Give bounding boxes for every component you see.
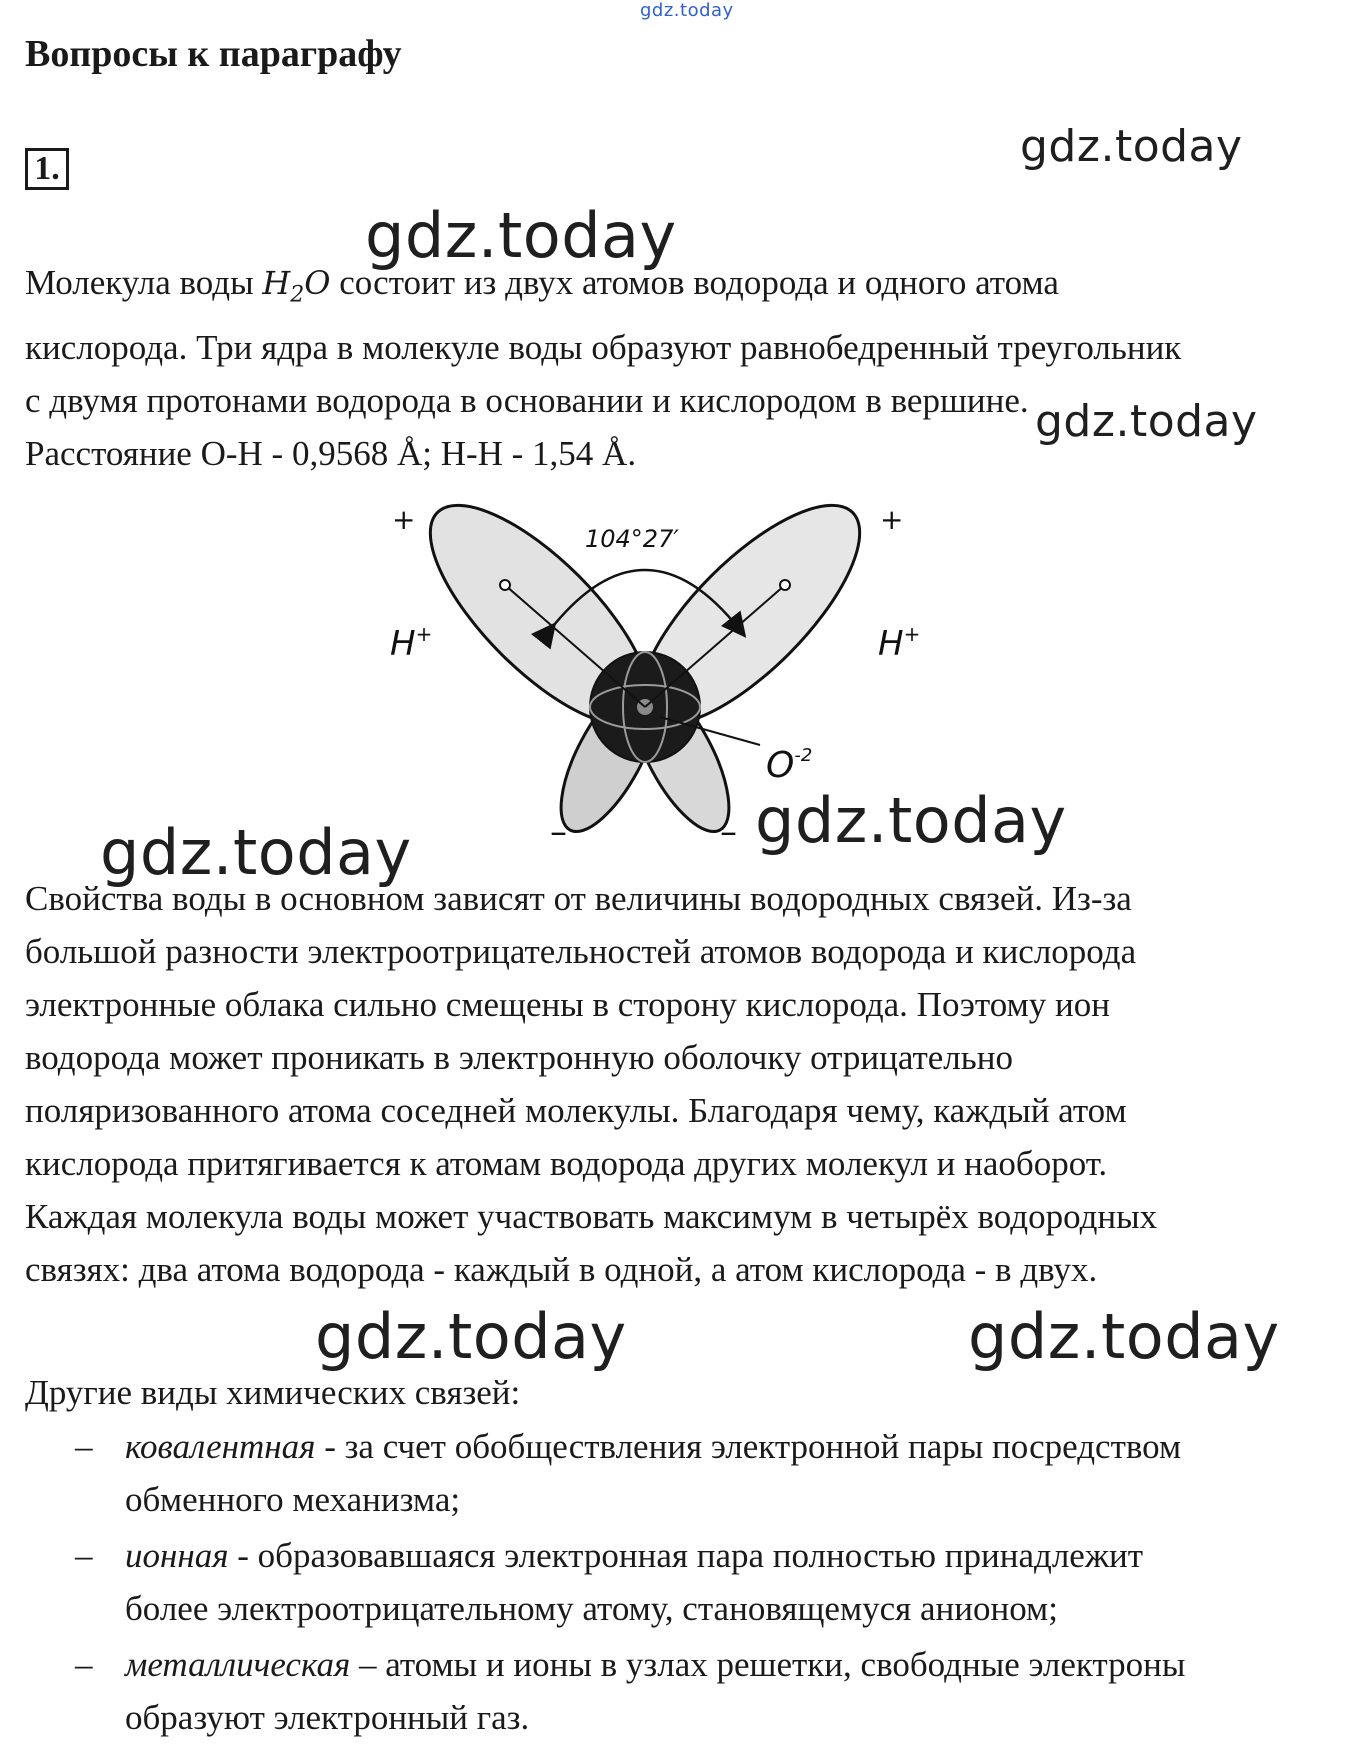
watermark: gdz.today [1020,121,1243,172]
hydrogen-symbol: H [390,624,416,664]
paragraph-bond-types-intro: Другие виды химических связей: [25,1373,521,1412]
bond-type-line: обменного механизма; [125,1480,461,1519]
oxygen-symbol: O [766,745,795,786]
paragraph-line [25,256,1335,321]
hydrogen-label-left [390,622,432,664]
paragraph-line: с двумя протонами водорода в основании и кислородом в вершине. [25,381,1029,421]
hydrogen-charge: + [903,622,921,646]
hydrogen-charge: + [415,622,433,646]
charge-minus-right: – [720,812,737,852]
paragraph-hydrogen-bonds [25,872,1335,1296]
paragraph-line: кислорода притягивается к атомам водорода других молекул и наоборот. [25,1144,1108,1183]
paragraph-line: Расстояние O-H - 0,9568 Å; H-H - 1,54 Å. [25,434,637,474]
formula-oxygen: O [304,264,331,302]
watermark: gdz.today [365,199,677,272]
bond-type-line [125,1420,1185,1473]
paragraph-line: водорода может проникать в электронную оболочку отрицательно [25,1038,1013,1077]
bond-types-list [25,1420,1185,1747]
list-dash: – [75,1645,93,1684]
bond-type-line: образуют электронный газ. [125,1698,530,1737]
paragraph-line: электронные облака сильно смещены в сторону кислорода. Поэтому ион [25,985,1110,1024]
watermark-top: gdz.today [640,0,734,21]
question-number: 1. [25,148,69,190]
formula-subscript: 2 [290,282,305,308]
water-molecule-diagram [390,495,950,855]
hydrogen-nucleus-right [780,580,790,590]
bond-type-term: ковалентная [125,1427,316,1466]
bond-type-item [25,1420,1185,1526]
paragraph-line: кислорода. Три ядра в молекуле воды образуют равнобедренный треугольник [25,328,1182,368]
bond-type-line: более электроотрицательному атому, становящемуся анионом; [125,1589,1058,1628]
text-fragment: состоит из двух атомов водорода и одного атома [330,263,1059,302]
bond-type-line [125,1529,1185,1582]
water-formula [262,264,331,308]
bond-type-term: ионная [125,1536,229,1575]
charge-plus-right: + [880,503,904,536]
paragraph-line: Каждая молекула воды может участвовать максимум в четырёх водородных [25,1197,1158,1236]
bond-type-desc: - образовавшаяся электронная пара полностью принадлежит [228,1536,1144,1575]
hydrogen-symbol: H [878,624,904,664]
paragraph-line: большой разности электроотрицательностей атомов водорода и кислорода [25,932,1137,971]
watermark: gdz.today [1035,396,1258,447]
watermark: gdz.today [755,784,1067,857]
list-dash: – [75,1427,93,1466]
watermark: gdz.today [968,1300,1280,1373]
formula-hydrogen: H [262,264,291,302]
charge-plus-left: + [392,503,416,536]
list-dash: – [75,1536,93,1575]
hydrogen-label-right [878,622,920,664]
paragraph-molecule [25,256,1335,480]
angle-label: 104°27′ [585,525,679,553]
bond-type-line [125,1638,1185,1691]
watermark: gdz.today [100,816,412,889]
oxygen-charge: -2 [794,745,813,766]
bond-type-item [25,1638,1185,1744]
hydrogen-nucleus-left [500,580,510,590]
paragraph-line: связях: два атома водорода - каждый в одной, а атом кислорода - в двух. [25,1250,1098,1289]
paragraph-line: поляризованного атома соседней молекулы. Благодаря чему, каждый атом [25,1091,1127,1130]
section-heading: Вопросы к параграфу [25,33,402,75]
bond-type-item [25,1529,1185,1635]
bond-type-desc: – атомы и ионы в узлах решетки, свободные электроны [350,1645,1186,1684]
text-fragment: Молекула воды [25,263,263,302]
bond-type-term: металлическая [125,1645,351,1684]
charge-minus-left: – [550,812,567,852]
oxygen-label [766,745,812,786]
bond-type-desc: - за счет обобществления электронной пары посредством [315,1427,1182,1466]
paragraph-line: Свойства воды в основном зависят от величины водородных связей. Из-за [25,879,1132,918]
watermark: gdz.today [315,1300,627,1373]
